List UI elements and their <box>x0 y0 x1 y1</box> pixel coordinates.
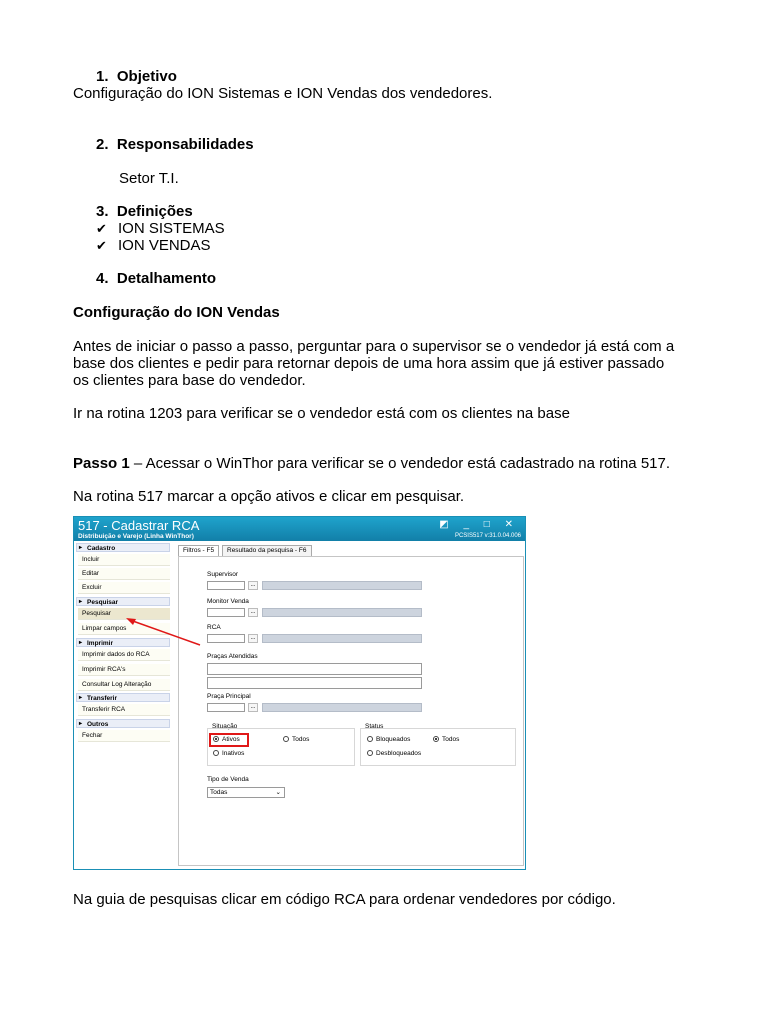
paragraph-line: Antes de iniciar o passo a passo, perguntar para o supervisor se o vendedor já está com a <box>73 338 675 355</box>
sidebar-section-outros: ▸ Outros <box>76 719 170 728</box>
section-title: Detalhamento <box>116 270 217 287</box>
arrow-head <box>126 618 136 625</box>
sidebar-item-pesquisar: Pesquisar <box>78 608 170 620</box>
sidebar-item-imprimir-rcas: Imprimir RCA's <box>78 664 170 676</box>
section-number: 1. <box>96 68 109 85</box>
supervisor-label: Supervisor <box>207 571 239 578</box>
sidebar-item-transferir: Transferir RCA <box>78 704 170 716</box>
step-1 <box>73 455 670 472</box>
radio-label: Ativos <box>222 736 240 743</box>
tab-resultado: Resultado da pesquisa - F6 <box>222 545 312 556</box>
praca-principal-lookup-button: ... <box>248 703 258 712</box>
sidebar-item-fechar: Fechar <box>78 730 170 742</box>
sidebar-section-cadastro: ▸ Cadastro <box>76 543 170 552</box>
section-title: Objetivo <box>116 68 177 85</box>
section-title: Responsabilidades <box>116 136 254 153</box>
window-controls-icon: ◩ _ □ ✕ <box>439 519 519 530</box>
sidebar-section-pesquisar: ▸ Pesquisar <box>76 597 170 606</box>
paragraph-guia-pesquisas: Na guia de pesquisas clicar em código RCA para ordenar vendedores por código. <box>73 891 616 908</box>
section-3-heading <box>96 203 193 220</box>
step-text: – Acessar o WinThor para verificar se o vendedor está cadastrado na rotina 517. <box>129 455 671 472</box>
sidebar-item-limpar: Limpar campos <box>78 623 170 635</box>
arrow-line <box>130 620 200 645</box>
paragraph-line: os clientes para base do vendedor. <box>73 372 306 389</box>
check-icon: ✔ <box>96 238 107 253</box>
section-number: 4. <box>96 270 109 287</box>
radio-label: Desbloqueados <box>376 750 422 757</box>
sidebar-item-excluir: Excluir <box>78 582 170 594</box>
situacao-label: Situação <box>212 723 238 730</box>
paragraph-rotina-1203: Ir na rotina 1203 para verificar se o vendedor está com os clientes na base <box>73 405 570 422</box>
definition-label: ION VENDAS <box>118 237 211 254</box>
monitor-lookup-button: ... <box>248 608 258 617</box>
section-number: 2. <box>96 136 109 153</box>
supervisor-lookup-button: ... <box>248 581 258 590</box>
winthor-screenshot <box>73 516 526 870</box>
radio-label: Todos <box>292 736 310 743</box>
sidebar-item-consultar-log: Consultar Log Alteração <box>78 679 170 691</box>
section-4-heading <box>96 270 216 287</box>
red-arrow-annotation <box>74 517 525 869</box>
definition-item <box>96 237 211 254</box>
objective-text: Configuração do ION Sistemas e ION Vendas dos vendedores. <box>73 85 493 102</box>
sidebar-item-incluir: Incluir <box>78 554 170 566</box>
section-number: 3. <box>96 203 109 220</box>
tipo-venda-label: Tipo de Venda <box>207 776 249 783</box>
section-title: Definições <box>116 203 193 220</box>
version-label: PCSIS517 v:31.0.04.006 <box>454 533 521 539</box>
chevron-down-icon: ⌄ <box>275 789 281 796</box>
subheading: Configuração do ION Vendas <box>73 304 280 321</box>
step-label: Passo 1 <box>73 455 130 472</box>
rca-lookup-button: ... <box>248 634 258 643</box>
status-label: Status <box>365 723 384 730</box>
window-subtitle: Distribuição e Varejo (Linha WinThor) <box>78 533 194 540</box>
definition-label: ION SISTEMAS <box>118 220 225 237</box>
rca-label: RCA <box>207 624 221 631</box>
monitor-label: Monitor Venda <box>207 598 249 605</box>
radio-label: Todos <box>442 736 460 743</box>
radio-label: Inativos <box>222 750 245 757</box>
sidebar-section-transferir: ▸ Transferir <box>76 693 170 702</box>
sidebar-item-imprimir-dados: Imprimir dados do RCA <box>78 649 170 661</box>
paragraph-rotina-517: Na rotina 517 marcar a opção ativos e clicar em pesquisar. <box>73 488 465 505</box>
check-icon: ✔ <box>96 221 107 236</box>
definition-item <box>96 220 225 237</box>
sidebar-item-editar: Editar <box>78 568 170 580</box>
section-1-heading <box>96 68 177 85</box>
tab-filtros: Filtros - F5 <box>178 545 219 556</box>
responsibility-text: Setor T.I. <box>119 170 179 187</box>
sidebar-section-imprimir: ▸ Imprimir <box>76 638 170 647</box>
window-title: 517 - Cadastrar RCA <box>78 518 200 533</box>
pracas-label: Praças Atendidas <box>207 653 258 660</box>
paragraph-line: base dos clientes e pedir para retornar depois de uma hora assim que já estiver passado <box>73 355 665 372</box>
select-value: Todas <box>210 789 228 796</box>
section-2-heading <box>96 136 254 153</box>
praca-principal-label: Praça Principal <box>207 693 251 700</box>
radio-label: Bloqueados <box>376 736 411 743</box>
